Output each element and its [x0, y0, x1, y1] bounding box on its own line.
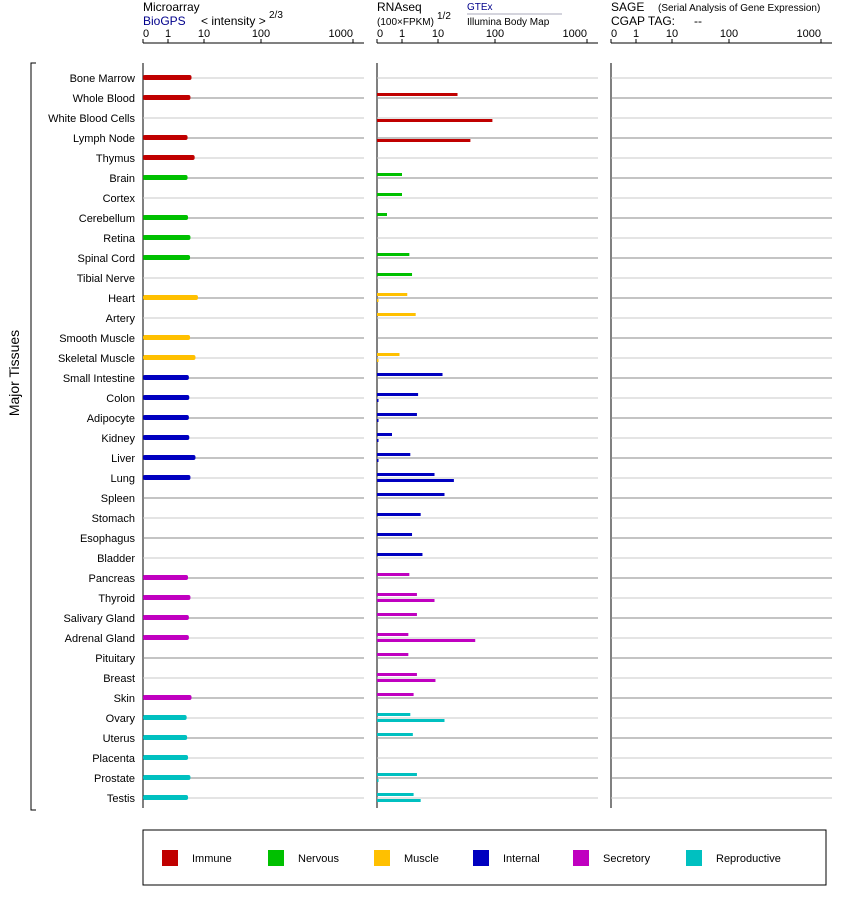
microarray-bar — [143, 335, 190, 340]
microarray-bar — [143, 575, 188, 580]
cgap-tag-label: CGAP TAG: — [611, 14, 676, 28]
microarray-tick-label: 10 — [197, 28, 211, 40]
tissue-label: Ovary — [105, 713, 135, 725]
gtex-bar — [377, 253, 409, 256]
tissue-label: Skeletal Muscle — [57, 353, 135, 365]
legend-item-nervous — [268, 850, 339, 866]
gtex-bar — [377, 453, 410, 456]
gtex-bar — [377, 173, 402, 176]
microarray-bar — [143, 155, 195, 160]
legend-item-immune — [162, 850, 232, 866]
legend-label: Internal — [503, 853, 540, 865]
illumina-bar — [377, 299, 379, 302]
legend-label: Secretory — [603, 853, 651, 865]
gtex-bar — [377, 553, 422, 556]
tissue-label: Brain — [109, 173, 135, 185]
tissue-label: Adipocyte — [86, 413, 135, 425]
legend-swatch — [374, 850, 390, 866]
tissue-label: Liver — [111, 453, 135, 465]
tissue-label: Retina — [103, 233, 135, 245]
gtex-bar — [377, 373, 443, 376]
sage-tick-label: 100 — [719, 28, 739, 40]
illumina-bar — [377, 439, 379, 442]
rnaseq-title: RNAseq — [377, 0, 422, 14]
fpkm-unit: (100×FPKM) — [377, 17, 434, 28]
gtex-bar — [377, 713, 410, 716]
microarray-bar — [143, 395, 189, 400]
tissue-label: Whole Blood — [72, 93, 135, 105]
illumina-bar — [377, 679, 435, 682]
illumina-bar — [377, 119, 492, 122]
tissue-label: Small Intestine — [62, 373, 135, 385]
tissue-label: Stomach — [91, 513, 135, 525]
rnaseq-tick-label: 1000 — [562, 28, 587, 40]
gtex-bar — [377, 213, 387, 216]
legend-item-reproductive — [686, 850, 781, 866]
gtex-label[interactable]: GTEx — [467, 2, 493, 13]
tissue-label: Bone Marrow — [69, 73, 135, 85]
microarray-bar — [143, 615, 189, 620]
illumina-bar — [377, 779, 379, 782]
biogps-label[interactable]: BioGPS — [143, 14, 186, 28]
microarray-tick-label: 0 — [143, 28, 150, 40]
tissue-label: Tibial Nerve — [76, 273, 135, 285]
illumina-bar — [377, 639, 475, 642]
gtex-bar — [377, 193, 402, 196]
tissue-label: Colon — [106, 393, 135, 405]
gtex-bar — [377, 593, 417, 596]
gtex-bar — [377, 613, 417, 616]
gtex-bar — [377, 313, 416, 316]
tissue-label: Smooth Muscle — [59, 333, 135, 345]
illumina-bar — [377, 599, 435, 602]
gtex-bar — [377, 513, 421, 516]
gtex-bar — [377, 573, 409, 576]
tissue-label: Spinal Cord — [77, 253, 135, 265]
legend-label: Immune — [192, 853, 232, 865]
gtex-bar — [377, 353, 400, 356]
tissue-label: Cerebellum — [78, 213, 135, 225]
legend-label: Muscle — [404, 853, 439, 865]
gtex-bar — [377, 673, 417, 676]
tissue-label: Spleen — [100, 493, 135, 505]
rnaseq-tick-label: 1 — [398, 28, 406, 40]
microarray-bar — [143, 95, 190, 100]
gtex-bar — [377, 293, 407, 296]
tissue-label: Cortex — [102, 193, 135, 205]
microarray-bar — [143, 755, 188, 760]
tissue-label: Lymph Node — [73, 133, 135, 145]
illumina-bar — [377, 479, 454, 482]
tissue-label: White Blood Cells — [48, 113, 135, 125]
sage-tick-label: 10 — [665, 28, 679, 40]
microarray-bar — [143, 595, 190, 600]
illumina-bar — [377, 399, 379, 402]
tissue-label: Lung — [110, 473, 135, 485]
tissue-label: Adrenal Gland — [64, 633, 135, 645]
gtex-bar — [377, 653, 408, 656]
tissue-label: Testis — [106, 793, 135, 805]
microarray-bar — [143, 715, 187, 720]
microarray-bar — [143, 415, 189, 420]
legend-item-muscle — [374, 850, 439, 866]
gtex-bar — [377, 413, 417, 416]
tissue-label: Esophagus — [79, 533, 135, 545]
sage-subtitle: (Serial Analysis of Gene Expression) — [658, 3, 821, 14]
legend-swatch — [473, 850, 489, 866]
tissue-label: Bladder — [97, 553, 135, 565]
tissue-label: Prostate — [94, 773, 135, 785]
microarray-bar — [143, 215, 188, 220]
gtex-bar — [377, 393, 418, 396]
tissue-label: Heart — [108, 293, 135, 305]
tissue-label: Thyroid — [98, 593, 135, 605]
tissue-label: Pancreas — [88, 573, 135, 585]
intensity-unit: < intensity > — [201, 14, 266, 28]
intensity-exponent: 2/3 — [269, 10, 283, 21]
sage-title: SAGE — [611, 0, 645, 14]
gtex-bar — [377, 733, 413, 736]
microarray-bar — [143, 355, 195, 360]
microarray-bar — [143, 255, 190, 260]
legend-swatch — [686, 850, 702, 866]
illumina-bar — [377, 419, 379, 422]
gtex-bar — [377, 793, 414, 796]
microarray-bar — [143, 175, 188, 180]
microarray-tick-label: 1 — [164, 28, 172, 40]
major-tissues-bracket — [31, 63, 36, 810]
tissue-label: Breast — [103, 673, 135, 685]
illumina-label: Illumina Body Map — [467, 17, 550, 28]
sage-tick-label: 1 — [632, 28, 640, 40]
microarray-bar — [143, 455, 195, 460]
legend-label: Nervous — [298, 853, 339, 865]
microarray-tick-label: 100 — [251, 28, 271, 40]
tissue-label: Pituitary — [95, 653, 135, 665]
tissue-label: Placenta — [92, 753, 135, 765]
legend-item-internal — [473, 850, 540, 866]
cgap-tag-value: -- — [694, 14, 702, 28]
legend-swatch — [573, 850, 589, 866]
illumina-bar — [377, 139, 470, 142]
sage-tick-label: 1000 — [796, 28, 821, 40]
microarray-bar — [143, 795, 188, 800]
microarray-bar — [143, 695, 192, 700]
sage-tick-label: 0 — [611, 28, 618, 40]
tissue-label: Skin — [113, 693, 135, 705]
microarray-bar — [143, 775, 190, 780]
major-tissues-label: Major Tissues — [6, 329, 22, 417]
gtex-bar — [377, 633, 408, 636]
illumina-bar — [377, 719, 444, 722]
legend-item-secretory — [573, 850, 651, 866]
microarray-bar — [143, 75, 192, 80]
microarray-bar — [143, 375, 189, 380]
gtex-bar — [377, 773, 417, 776]
rnaseq-tick-label: 0 — [377, 28, 384, 40]
rnaseq-tick-label: 10 — [431, 28, 445, 40]
microarray-bar — [143, 635, 189, 640]
tissue-label: Salivary Gland — [63, 613, 135, 625]
fpkm-exponent: 1/2 — [437, 11, 451, 22]
gtex-bar — [377, 93, 458, 96]
illumina-bar — [377, 359, 379, 362]
legend-label: Reproductive — [716, 853, 781, 865]
legend-swatch — [162, 850, 178, 866]
gtex-bar — [377, 533, 412, 536]
tissue-label: Uterus — [102, 733, 135, 745]
tissue-label: Thymus — [95, 153, 135, 165]
microarray-bar — [143, 475, 190, 480]
gtex-bar — [377, 493, 444, 496]
microarray-bar — [143, 735, 187, 740]
microarray-bar — [143, 135, 188, 140]
gtex-bar — [377, 273, 412, 276]
microarray-bar — [143, 295, 198, 300]
microarray-bar — [143, 235, 190, 240]
microarray-tick-label: 1000 — [328, 28, 353, 40]
gtex-bar — [377, 433, 392, 436]
microarray-bar — [143, 435, 189, 440]
illumina-bar — [377, 799, 421, 802]
gtex-bar — [377, 693, 414, 696]
illumina-bar — [377, 459, 379, 462]
rnaseq-tick-label: 100 — [485, 28, 505, 40]
tissue-label: Artery — [105, 313, 135, 325]
legend-swatch — [268, 850, 284, 866]
microarray-title: Microarray — [143, 0, 200, 14]
tissue-label: Kidney — [101, 433, 135, 445]
gtex-bar — [377, 473, 435, 476]
